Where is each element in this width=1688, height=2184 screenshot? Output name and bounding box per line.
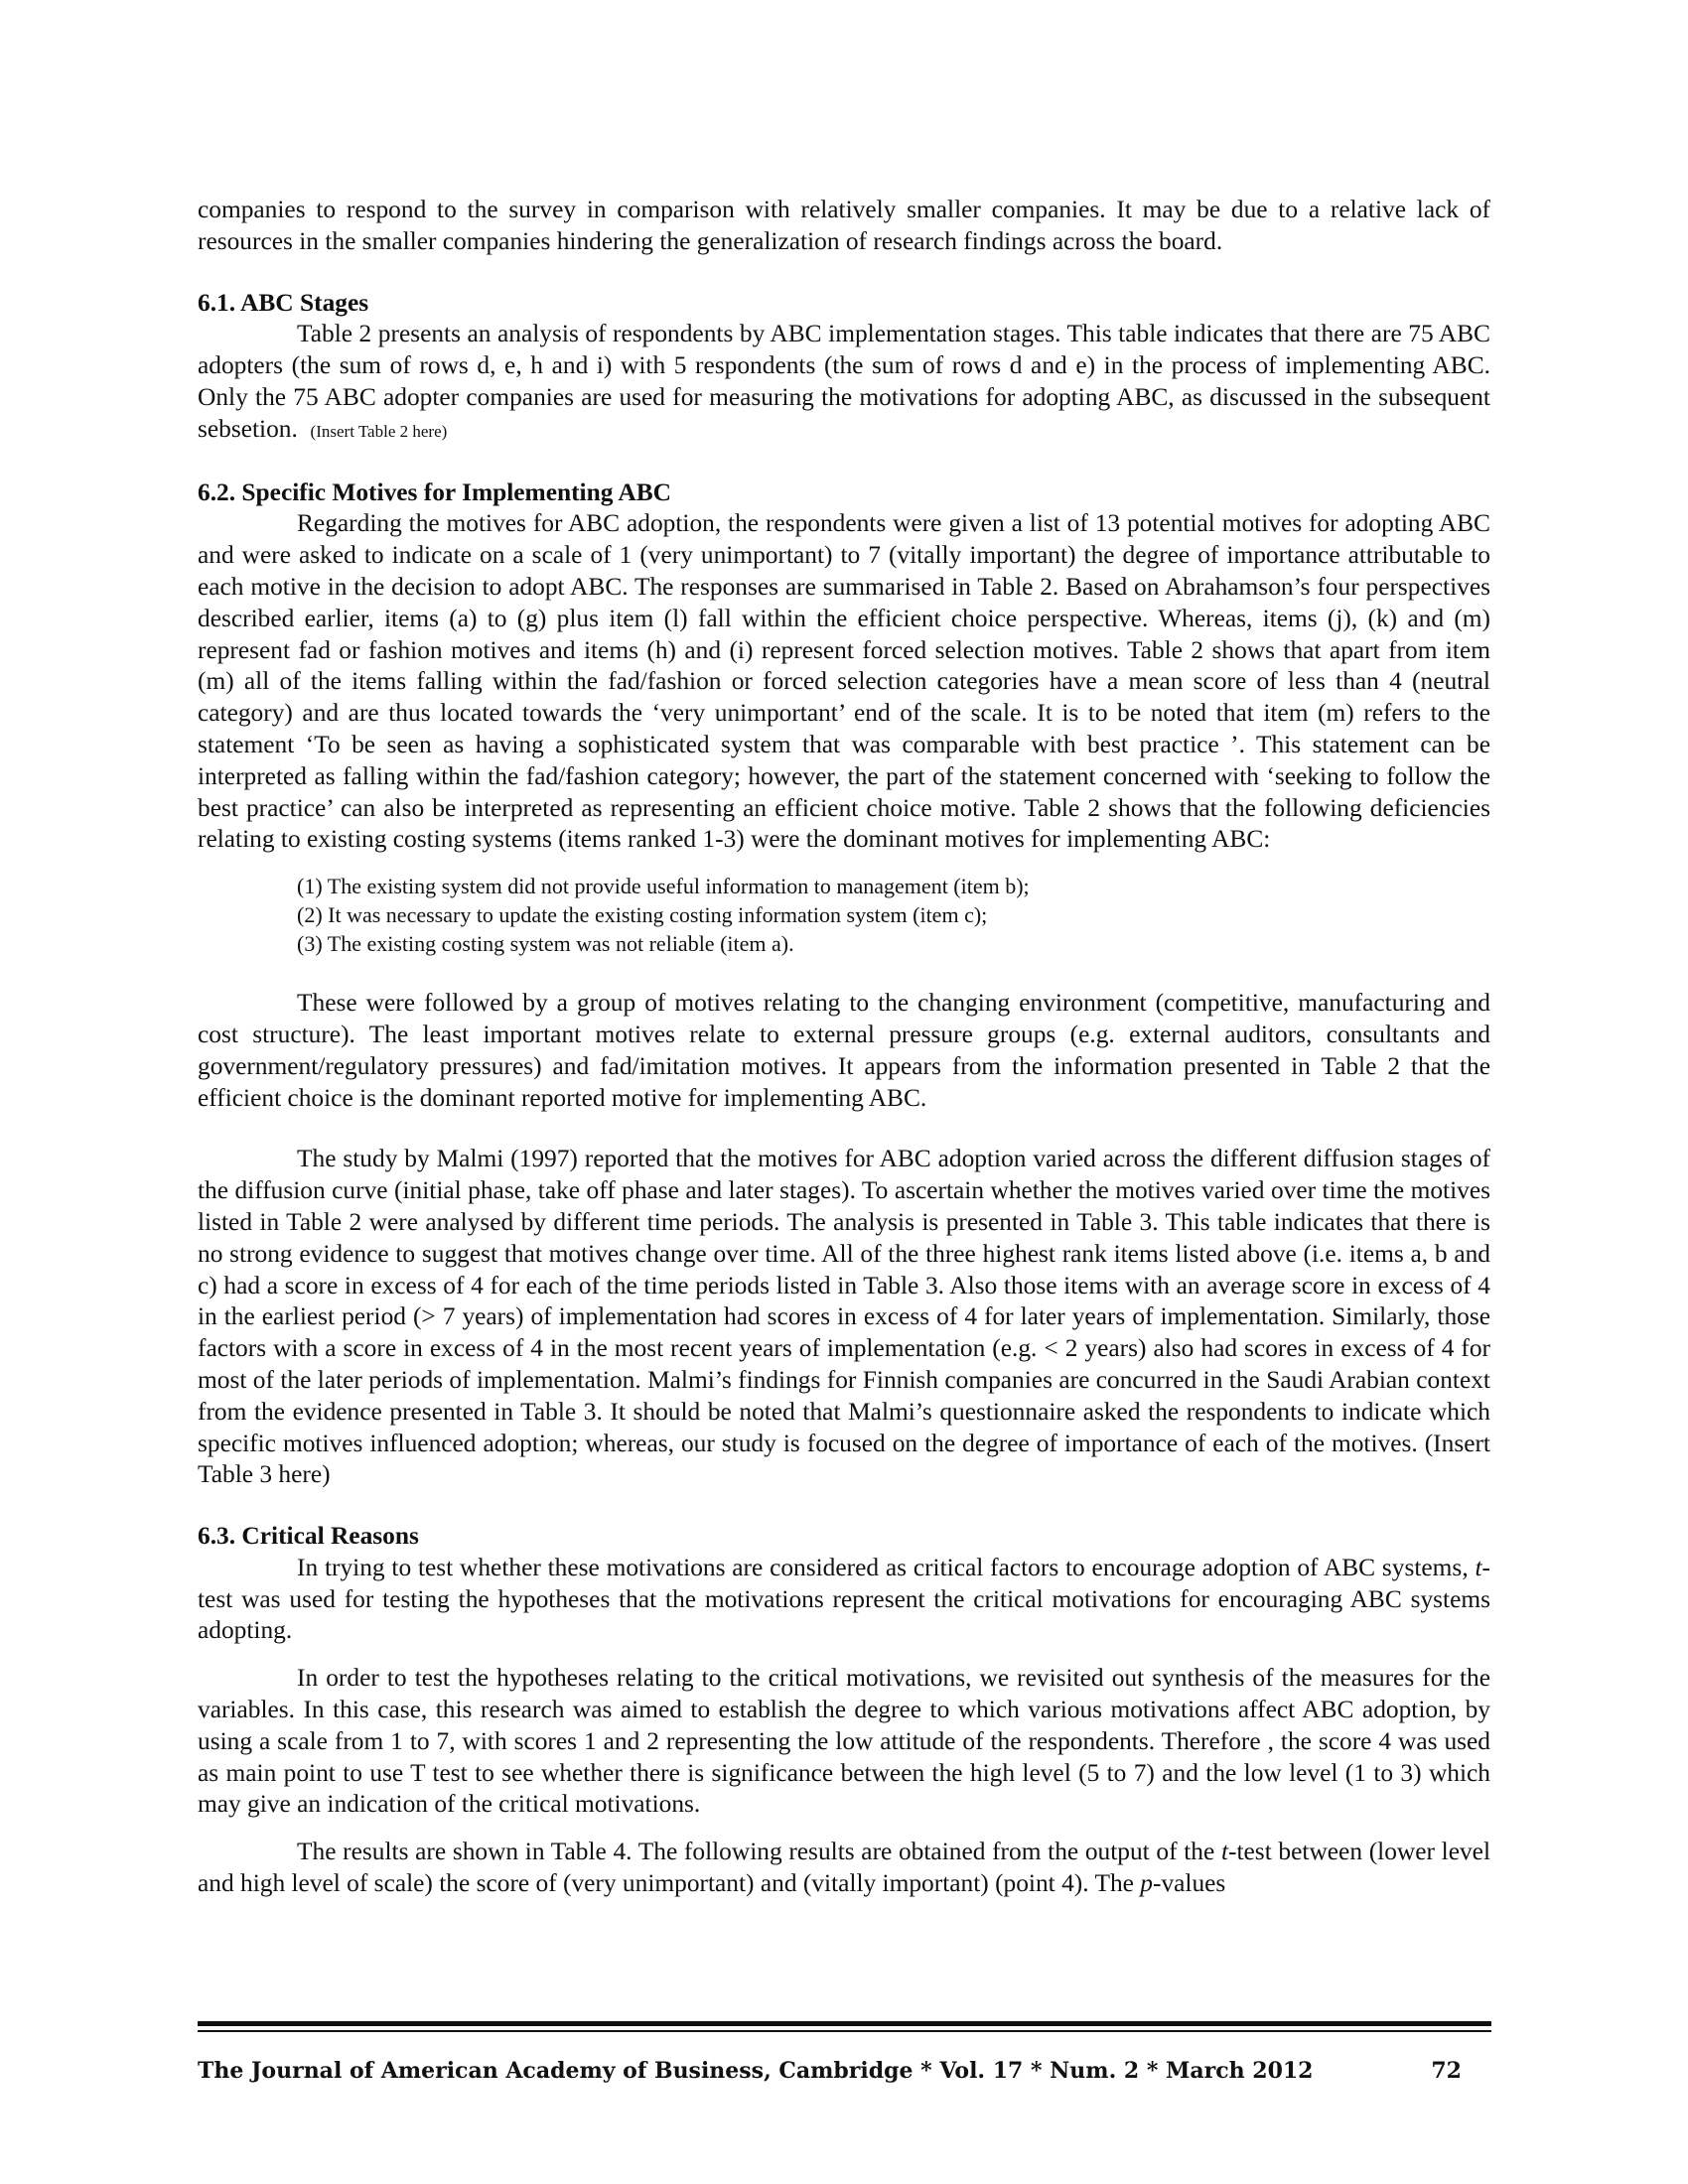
section-6-3-heading: 6.3. Critical Reasons [198,1522,419,1551]
section-6-2-paragraph-3: The study by Malmi (1997) reported that the motives for ABC adoption varied across the different diffusion stages of the diffusion curve (initial phase, take off phase and later stages). To ascertain whether the motives varied over time the motives listed in Table 2 were analysed by different time periods. The analysis is presented in Table 3. This table indicates that there is no strong evidence to suggest that motives change over time. All of the three highest rank items listed above (i.e. items a, b and c) had a score in excess of 4 for each of the time periods listed in Table 3. Also those items with an average score in excess of 4 in the earliest period (> 7 years) of implementation had scores in excess of 4 for later years of implementation. Similarly, those factors with a score in excess of 4 in the most recent years of implementation (e.g. < 2 years) also had scores in excess of 4 for most of the later periods of implementation. Malmi’s findings for Finnish companies are concurred in the Saudi Arabian context from the evidence presented in Table 3. It should be noted that Malmi’s questionnaire asked the respondents to indicate which specific motives influenced adoption; whereas, our study is focused on the degree of importance of each of the motives. (Insert Table 3 here) [198,1145,1490,1489]
section-6-3-paragraph-3: The results are shown in Table 4. The following results are obtained from the output of the t-test between (lower level and high level of scale) the score of (very unimportant) and (vitally important) (point 4). The p-values [198,1838,1490,1898]
list-item: (1) The existing system did not provide useful information to management (item b); [297,874,1030,899]
list-item: (2) It was necessary to update the existing costing information system (item c); [297,902,988,928]
list-item: (3) The existing costing system was not reliable (item a). [297,931,794,957]
page-footer [198,2058,1491,2084]
motives-list [198,872,1490,958]
footer-rule-thin [198,2030,1491,2032]
section-6-1-heading: 6.1. ABC Stages [198,288,369,317]
section-6-2-paragraph-2: These were followed by a group of motives relating to the changing environment (competitive, manufacturing and cost structure). The least important motives relate to external pressure groups (e.g. external auditors, consultants and government/regulatory pressures) and fad/imitation motives. It appears from the information presented in Table 2 that the efficient choice is the dominant reported motive for implementing ABC. [198,989,1490,1112]
intro-paragraph: companies to respond to the survey in comparison with relatively smaller companies. It may be due to a relative lack of resources in the smaller companies hindering the generalization of research findings across the board. [198,196,1490,255]
section-6-2-paragraph-1: Regarding the motives for ABC adoption, the respondents were given a list of 13 potential motives for adopting ABC and were asked to indicate on a scale of 1 (very unimportant) to 7 (vitally important) the degree of importance attributable to each motive in the decision to adopt ABC. The responses are summarised in Table 2. Based on Abrahamson’s four perspectives described earlier, items (a) to (g) plus item (l) fall within the efficient choice perspective. Whereas, items (j), (k) and (m) represent fad or fashion motives and items (h) and (i) represent forced selection motives. Table 2 shows that apart from item (m) all of the items falling within the fad/fashion or forced selection categories have a mean score of less than 4 (neutral category) and are thus located towards the ‘very unimportant’ end of the scale. It is to be noted that item (m) refers to the statement ‘To be seen as having a sophisticated system that was comparable with best practice ’. This statement can be interpreted as falling within the fad/fashion category; however, the part of the statement concerned with ‘seeking to follow the best practice’ can also be interpreted as representing an efficient choice motive. Table 2 shows that the following deficiencies relating to existing costing systems (items ranked 1-3) were the dominant motives for implementing ABC: [198,509,1490,854]
page-number: 72 [1431,2058,1462,2084]
section-6-3-paragraph-1: In trying to test whether these motivations are considered as critical factors to encourage adoption of ABC systems, t-test was used for testing the hypotheses that the motivations represent the critical motivations for encouraging ABC systems adopting. [198,1553,1490,1645]
section-6-1-paragraph: Table 2 presents an analysis of respondents by ABC implementation stages. This table indicates that there are 75 ABC adopters (the sum of rows d, e, h and i) with 5 respondents (the sum of rows d and e) in the process of implementing ABC. Only the 75 ABC adopter companies are used for measuring the motivations for adopting ABC, as discussed in the subsequent sebsetion. (Insert Table 2 here) [198,320,1490,443]
section-6-3-paragraph-2: In order to test the hypotheses relating to the critical motivations, we revisited out synthesis of the measures for the variables. In this case, this research was aimed to establish the degree to which various motivations affect ABC adoption, by using a scale from 1 to 7, with scores 1 and 2 representing the low attitude of the respondents. Therefore , the score 4 was used as main point to use T test to see whether there is significance between the high level (5 to 7) and the low level (1 to 3) which may give an indication of the critical motivations. [198,1664,1490,1819]
section-6-2-heading: 6.2. Specific Motives for Implementing ABC [198,478,671,506]
insert-table-2-note: (Insert Table 2 here) [310,421,448,441]
journal-citation: The Journal of American Academy of Business, Cambridge * Vol. 17 * Num. 2 * March 2012 [198,2058,1314,2084]
footer-rule-thick [198,2021,1491,2026]
page-body [198,195,1490,1900]
